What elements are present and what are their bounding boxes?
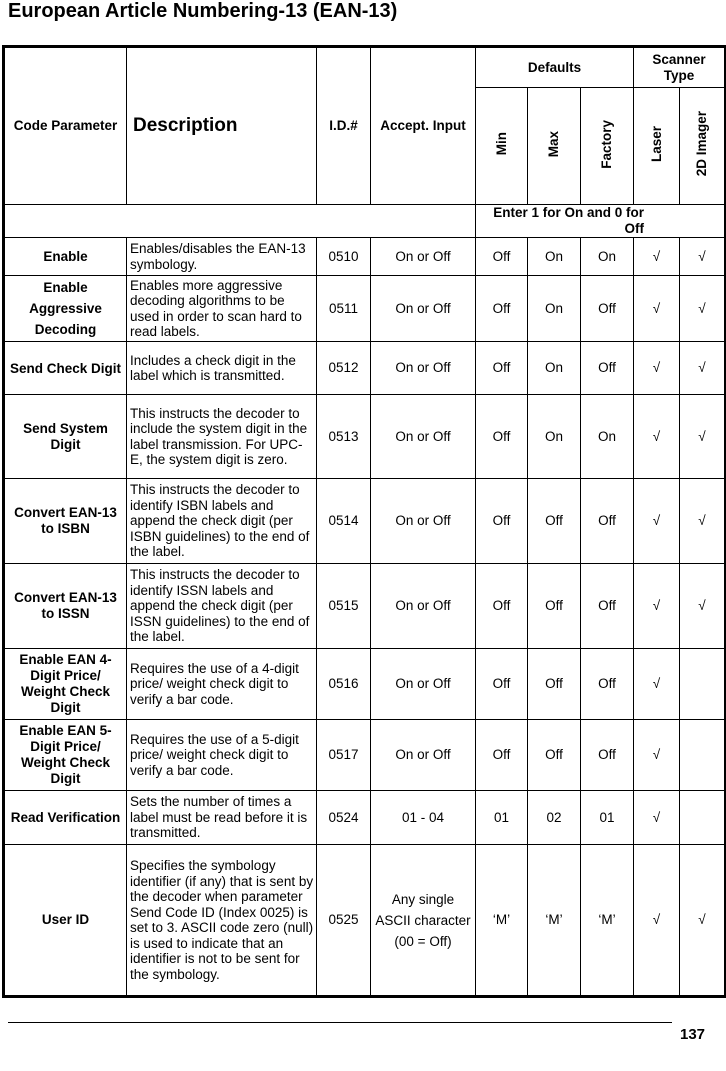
header-description: Description bbox=[127, 47, 317, 205]
header-defaults: Defaults bbox=[476, 47, 634, 88]
accept-input: On or Off bbox=[371, 479, 476, 564]
table-row bbox=[4, 845, 726, 997]
enter-note-spacer bbox=[4, 205, 476, 238]
laser-check: √ bbox=[634, 238, 680, 276]
page-number: 137 bbox=[680, 1026, 706, 1043]
table-row bbox=[4, 238, 726, 276]
max-value: 02 bbox=[528, 791, 581, 845]
description: Sets the number of times a label must be read before it is transmitted. bbox=[127, 791, 317, 845]
code-parameter: Enable EAN 5-Digit Price/ Weight Check Digit bbox=[4, 720, 127, 791]
header-code-parameter: Code Parameter bbox=[4, 47, 127, 205]
imager-check: √ bbox=[680, 238, 726, 276]
description: Enables more aggressive decoding algorithms to be used in order to scan hard to read labels. bbox=[127, 276, 317, 342]
description: This instructs the decoder to include the system digit in the label transmission. For UPC-E, the system digit is zero. bbox=[127, 395, 317, 479]
id-number: 0524 bbox=[317, 791, 371, 845]
id-number: 0512 bbox=[317, 342, 371, 395]
laser-check: √ bbox=[634, 276, 680, 342]
code-parameter: Read Verification bbox=[4, 791, 127, 845]
imager-check bbox=[680, 791, 726, 845]
table-row bbox=[4, 479, 726, 564]
code-parameter: Send System Digit bbox=[4, 395, 127, 479]
accept-input: On or Off bbox=[371, 564, 476, 649]
factory-value: 01 bbox=[581, 791, 634, 845]
code-parameter: Enable Aggressive Decoding bbox=[4, 276, 127, 342]
accept-input: On or Off bbox=[371, 276, 476, 342]
header-factory: Factory bbox=[581, 88, 634, 205]
accept-input: Any single ASCII character (00 = Off) bbox=[371, 845, 476, 997]
factory-value: Off bbox=[581, 276, 634, 342]
enter-note: Enter 1 for On and 0 for Off bbox=[476, 205, 726, 238]
description: Includes a check digit in the label which is transmitted. bbox=[127, 342, 317, 395]
factory-value: Off bbox=[581, 649, 634, 720]
laser-check: √ bbox=[634, 720, 680, 791]
header-max: Max bbox=[528, 88, 581, 205]
header-id: I.D.# bbox=[317, 47, 371, 205]
laser-check: √ bbox=[634, 395, 680, 479]
min-value: Off bbox=[476, 238, 528, 276]
description: This instructs the decoder to identify ISSN labels and append the check digit (per ISSN guidelines) to the end of the label. bbox=[127, 564, 317, 649]
max-value: Off bbox=[528, 479, 581, 564]
imager-check: √ bbox=[680, 395, 726, 479]
code-parameter: Enable EAN 4-Digit Price/ Weight Check Digit bbox=[4, 649, 127, 720]
table-row bbox=[4, 649, 726, 720]
header-accept-input: Accept. Input bbox=[371, 47, 476, 205]
description: This instructs the decoder to identify ISBN labels and append the check digit (per ISBN guidelines) to the end of the label. bbox=[127, 479, 317, 564]
imager-check: √ bbox=[680, 276, 726, 342]
max-value: ‘M’ bbox=[528, 845, 581, 997]
table-row bbox=[4, 564, 726, 649]
id-number: 0510 bbox=[317, 238, 371, 276]
page-title: European Article Numbering-13 (EAN-13) bbox=[8, 0, 398, 22]
code-parameter: User ID bbox=[4, 845, 127, 997]
imager-check bbox=[680, 649, 726, 720]
code-parameter: Convert EAN-13 to ISSN bbox=[4, 564, 127, 649]
accept-input: 01 - 04 bbox=[371, 791, 476, 845]
factory-value: Off bbox=[581, 342, 634, 395]
id-number: 0525 bbox=[317, 845, 371, 997]
table-row bbox=[4, 342, 726, 395]
laser-check: √ bbox=[634, 649, 680, 720]
min-value: ‘M’ bbox=[476, 845, 528, 997]
header-min: Min bbox=[476, 88, 528, 205]
id-number: 0515 bbox=[317, 564, 371, 649]
id-number: 0517 bbox=[317, 720, 371, 791]
code-parameter: Send Check Digit bbox=[4, 342, 127, 395]
max-value: Off bbox=[528, 720, 581, 791]
header-2d-imager: 2D Imager bbox=[680, 88, 726, 205]
accept-input: On or Off bbox=[371, 238, 476, 276]
header-scanner-type: Scanner Type bbox=[634, 47, 726, 88]
min-value: Off bbox=[476, 564, 528, 649]
imager-check: √ bbox=[680, 342, 726, 395]
accept-input: On or Off bbox=[371, 395, 476, 479]
imager-check: √ bbox=[680, 564, 726, 649]
laser-check: √ bbox=[634, 791, 680, 845]
min-value: Off bbox=[476, 276, 528, 342]
description: Requires the use of a 4-digit price/ weight check digit to verify a bar code. bbox=[127, 649, 317, 720]
table-row bbox=[4, 791, 726, 845]
table-row bbox=[4, 720, 726, 791]
description: Requires the use of a 5-digit price/ weight check digit to verify a bar code. bbox=[127, 720, 317, 791]
imager-check bbox=[680, 720, 726, 791]
description: Specifies the symbology identifier (if any) that is sent by the decoder when parameter Send Code ID (Index 0025) is set to 3. ASCII code zero (null) is used to indicate that an identifier is not to be sent for the symbology. bbox=[127, 845, 317, 997]
min-value: Off bbox=[476, 342, 528, 395]
accept-input: On or Off bbox=[371, 342, 476, 395]
max-value: On bbox=[528, 342, 581, 395]
description: Enables/disables the EAN-13 symbology. bbox=[127, 238, 317, 276]
id-number: 0516 bbox=[317, 649, 371, 720]
factory-value: On bbox=[581, 238, 634, 276]
laser-check: √ bbox=[634, 479, 680, 564]
header-laser: Laser bbox=[634, 88, 680, 205]
factory-value: On bbox=[581, 395, 634, 479]
accept-input: On or Off bbox=[371, 649, 476, 720]
code-parameter: Convert EAN-13 to ISBN bbox=[4, 479, 127, 564]
min-value: Off bbox=[476, 479, 528, 564]
imager-check: √ bbox=[680, 845, 726, 997]
factory-value: ‘M’ bbox=[581, 845, 634, 997]
table-row bbox=[4, 276, 726, 342]
footer-divider bbox=[8, 1022, 672, 1023]
ean13-parameter-table bbox=[2, 45, 726, 998]
factory-value: Off bbox=[581, 479, 634, 564]
max-value: On bbox=[528, 276, 581, 342]
max-value: Off bbox=[528, 564, 581, 649]
min-value: 01 bbox=[476, 791, 528, 845]
max-value: On bbox=[528, 238, 581, 276]
min-value: Off bbox=[476, 395, 528, 479]
min-value: Off bbox=[476, 720, 528, 791]
imager-check: √ bbox=[680, 479, 726, 564]
max-value: On bbox=[528, 395, 581, 479]
id-number: 0511 bbox=[317, 276, 371, 342]
id-number: 0514 bbox=[317, 479, 371, 564]
laser-check: √ bbox=[634, 564, 680, 649]
laser-check: √ bbox=[634, 342, 680, 395]
factory-value: Off bbox=[581, 564, 634, 649]
id-number: 0513 bbox=[317, 395, 371, 479]
max-value: Off bbox=[528, 649, 581, 720]
factory-value: Off bbox=[581, 720, 634, 791]
laser-check: √ bbox=[634, 845, 680, 997]
table-row bbox=[4, 395, 726, 479]
accept-input: On or Off bbox=[371, 720, 476, 791]
min-value: Off bbox=[476, 649, 528, 720]
code-parameter: Enable bbox=[4, 238, 127, 276]
